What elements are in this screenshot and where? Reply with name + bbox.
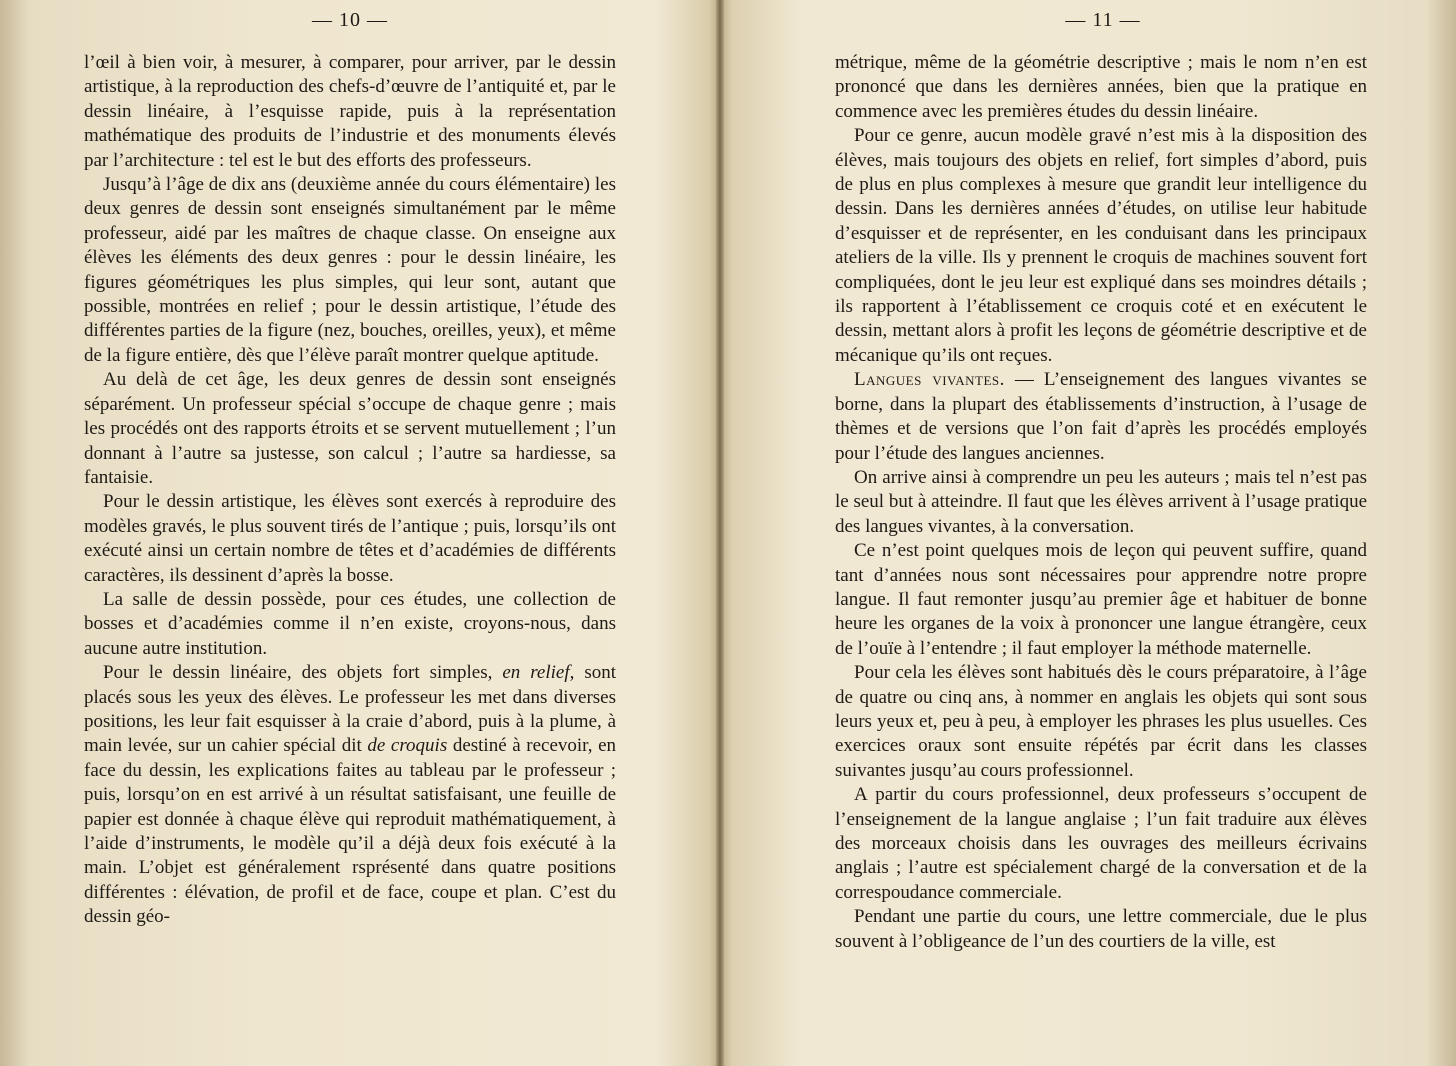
paragraph: Pour cela les élèves sont habitués dès le cours préparatoire, à l’âge de quatre ou cinq ans, à nommer en anglais les objets qui sont sous leurs yeux et, peu à peu, à employer les phrases les plus usuelles. Ces exercices oraux sont ensuite répétés par écrit dans les classes suivantes jusqu’au cours professionnel.	[835, 662, 1367, 781]
paragraph: Au delà de cet âge, les deux genres de dessin sont enseignés séparément. Un professeur spécial s’occupe de chaque genre ; mais les procédés ont des rapports étroits et se servent mutuellement ; l’un donnant à l’autre sa justesse, son calcul ; l’autre sa hardiesse, sa fantaisie.	[84, 369, 616, 488]
paragraph-text: sont placés sous les yeux des élèves. Le professeur les met dans diverses positions, les leur fait esquisser à la craie d’abord, puis à la plume, à main levée, sur un cahier spécial dit	[84, 662, 616, 757]
right-page	[723, 0, 1456, 1066]
paragraph: A partir du cours professionnel, deux professeurs s’occupent de l’enseignement de la langue anglaise ; l’un fait traduire aux élèves des morceaux choisis dans les ouvrages des meilleurs écrivains anglais ; l’autre est spécialement chargé de la conversation et de la correspoudance commerciale.	[835, 784, 1367, 903]
paragraph: On arrive ainsi à comprendre un peu les auteurs ; mais tel n’est pas le seul but à atteindre. Il faut que les élèves arrivent à l’usage pratique des langues vivantes, à la conversation.	[835, 466, 1367, 537]
paragraph: La salle de dessin possède, pour ces études, une collection de bosses et d’académies comme il n’en existe, croyons-nous, dans aucune autre institution.	[84, 588, 616, 659]
paragraph: l’œil à bien voir, à mesurer, à comparer, pour arriver, par le dessin artistique, à la reproduction des chefs-d’œuvre de l’antiquité et, par le dessin linéaire, à l’esquisse rapide, puis à la représentation mathématique des produits de l’industrie et des monuments élevés par l’architecture : tel est le but des efforts des professeurs.	[84, 52, 616, 171]
page-number-right: — 11 —	[1065, 9, 1141, 31]
paragraph-text: destiné à recevoir, en face du dessin, les explications faites au tableau par le professeur ; puis, lorsqu’on en est arrivé à un résultat satisfaisant, une feuille de papier est donnée à chaque élève qui reproduit mathématiquement, à l’aide d’instruments, le modèle qu’il a déjà deux fois exécuté à la main. L’objet est généralement rsprésenté dans quatre positions différentes : élévation, de profil et de face, coupe et plan. C’est du dessin géo-	[84, 735, 617, 928]
page-number-left: — 10 —	[312, 9, 388, 31]
section-heading: Langues vivantes.	[854, 369, 1005, 391]
italic-phrase: de croquis	[367, 735, 448, 757]
right-page-text	[835, 51, 1367, 954]
left-page-text	[84, 51, 616, 930]
paragraph	[835, 368, 1367, 466]
paragraph: métrique, même de la géométrie descriptive ; mais le nom n’en est prononcé que dans les dernières années, bien que la pratique en commence avec les premières études du dessin linéaire.	[835, 52, 1367, 122]
paragraph: Ce n’est point quelques mois de leçon qui peuvent suffire, quand tant d’années nous sont nécessaires pour apprendre notre propre langue. Il faut remonter jusqu’au premier âge et habituer de bonne heure les organes de la voix à prononcer une langue étrangère, ceux de l’ouïe à l’entendre ; il faut employer la méthode maternelle.	[835, 540, 1367, 659]
paragraph: Pendant une partie du cours, une lettre commerciale, due le plus souvent à l’obligeance de l’un des courtiers de la ville, est	[835, 906, 1367, 952]
paragraph: Pour le dessin artistique, les élèves sont exercés à reproduire des modèles gravés, le plus souvent tirés de l’antique ; puis, lorsqu’ils ont exécuté ainsi un certain nombre de têtes et d’académies de différents caractères, ils dessinent d’après la bosse.	[84, 491, 616, 586]
left-page	[0, 0, 718, 1066]
paragraph	[84, 661, 616, 929]
paragraph-text: Pour le dessin linéaire, des objets fort simples,	[103, 662, 503, 684]
paragraph-text: — L’enseignement des langues vivantes se borne, dans la plupart des établissements d’instruction, à l’usage de thèmes et de versions que l’on fait d’après les procédés employés pour l’étude des langues anciennes.	[835, 369, 1367, 464]
italic-phrase: en relief,	[502, 662, 575, 684]
paragraph: Jusqu’à l’âge de dix ans (deuxième année du cours élémentaire) les deux genres de dessin sont enseignés simultanément par le même professeur, aidé par les maîtres de chaque classe. On enseigne aux élèves les éléments des deux genres : pour le dessin linéaire, les figures géométriques les plus simples, qui leur sont, autant que possible, montrées en relief ; pour le dessin artistique, l’étude des différentes parties de la figure (nez, bouches, oreilles, yeux), et même de la figure entière, dès que l’élève paraît montrer quelque aptitude.	[84, 174, 616, 366]
paragraph: Pour ce genre, aucun modèle gravé n’est mis à la disposition des élèves, mais toujours des objets en relief, fort simples d’abord, puis de plus en plus complexes à mesure que grandit leur intelligence du dessin. Dans les dernières années d’études, on utilise leur habitude d’esquisser et de représenter, en les conduisant dans les principaux ateliers de la ville. Ils y prennent le croquis de machines souvent fort compliquées, dont le jeu leur est expliqué dans ses moindres détails ; ils rapportent à l’établissement ce croquis coté et en exécutent le dessin, mettant alors à profit les leçons de géométrie descriptive et de mécanique qu’ils ont reçues.	[835, 125, 1367, 366]
